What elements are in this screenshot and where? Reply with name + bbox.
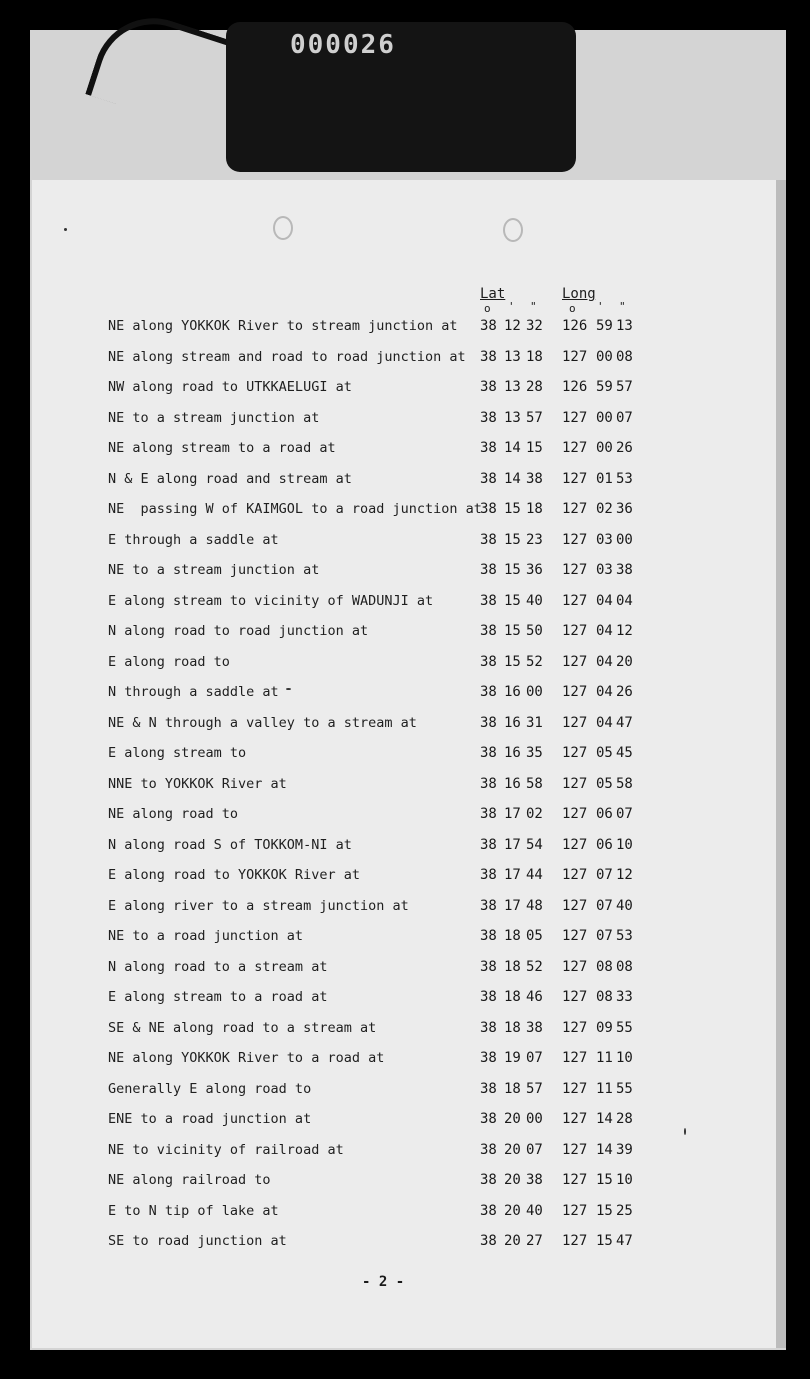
table-row: [108, 562, 668, 582]
long-deg: 127: [562, 410, 588, 426]
long-min: 04: [596, 623, 613, 639]
long-deg: 127: [562, 1081, 588, 1097]
long-sec: 40: [616, 898, 633, 914]
lat-sec: 05: [526, 928, 543, 944]
lat-sec: 54: [526, 837, 543, 853]
lat-deg: 38: [480, 684, 497, 700]
table-row: [108, 867, 668, 887]
long-sec: 58: [616, 776, 633, 792]
lat-deg: 38: [480, 959, 497, 975]
route-description: NE to a road junction at: [108, 928, 304, 944]
table-row: [108, 989, 668, 1009]
lat-deg: 38: [480, 1111, 497, 1127]
lat-sec: 15: [526, 440, 543, 456]
long-deg: 127: [562, 745, 588, 761]
lat-deg: 38: [480, 1020, 497, 1036]
long-deg: 127: [562, 501, 588, 517]
long-min: 00: [596, 440, 613, 456]
lat-deg: 38: [480, 806, 497, 822]
page-counter-clamp: [226, 22, 576, 172]
lat-min: 14: [504, 440, 521, 456]
table-row: [108, 1081, 668, 1101]
long-min: 15: [596, 1233, 613, 1249]
long-sec: 57: [616, 379, 633, 395]
long-deg: 127: [562, 593, 588, 609]
route-description: E along river to a stream junction at: [108, 898, 409, 914]
lat-min: 15: [504, 532, 521, 548]
route-description: NE along road to: [108, 806, 239, 822]
route-description: NNE to YOKKOK River at: [108, 776, 287, 792]
long-minute-symbol: ': [597, 300, 604, 313]
long-sec: 12: [616, 623, 633, 639]
long-deg: 127: [562, 928, 588, 944]
lat-sec: 58: [526, 776, 543, 792]
lat-sec: 00: [526, 1111, 543, 1127]
long-sec: 10: [616, 1050, 633, 1066]
table-row: [108, 837, 668, 857]
lat-deg: 38: [480, 440, 497, 456]
long-deg: 127: [562, 1233, 588, 1249]
long-sec: 53: [616, 928, 633, 944]
lat-min: 18: [504, 959, 521, 975]
table-row: [108, 1020, 668, 1040]
route-description: NE to vicinity of railroad at: [108, 1142, 344, 1158]
lat-deg: 38: [480, 623, 497, 639]
long-min: 08: [596, 959, 613, 975]
route-description: N along road S of TOKKOM-NI at: [108, 837, 352, 853]
long-min: 05: [596, 745, 613, 761]
lat-sec: 46: [526, 989, 543, 1005]
long-min: 03: [596, 562, 613, 578]
long-min: 09: [596, 1020, 613, 1036]
lat-deg: 38: [480, 715, 497, 731]
long-sec: 20: [616, 654, 633, 670]
lat-min: 17: [504, 898, 521, 914]
lat-deg: 38: [480, 1142, 497, 1158]
long-deg: 127: [562, 654, 588, 670]
table-row: [108, 959, 668, 979]
lat-deg: 38: [480, 1050, 497, 1066]
lat-deg: 38: [480, 501, 497, 517]
long-sec: 36: [616, 501, 633, 517]
lat-min: 17: [504, 806, 521, 822]
long-min: 59: [596, 379, 613, 395]
long-deg: 127: [562, 562, 588, 578]
route-description: NE along stream and road to road junction at: [108, 349, 466, 365]
long-deg: 127: [562, 1142, 588, 1158]
lat-sec: 00: [526, 684, 543, 700]
long-min: 07: [596, 867, 613, 883]
long-deg: 127: [562, 837, 588, 853]
punch-hole-right: [503, 218, 523, 242]
table-row: [108, 410, 668, 430]
lat-min: 16: [504, 684, 521, 700]
lat-min: 20: [504, 1172, 521, 1188]
table-row: [108, 806, 668, 826]
lat-degree-symbol: o: [484, 302, 491, 315]
lat-sec: 35: [526, 745, 543, 761]
lat-deg: 38: [480, 654, 497, 670]
lat-sec: 07: [526, 1050, 543, 1066]
long-min: 03: [596, 532, 613, 548]
long-deg: 127: [562, 1111, 588, 1127]
long-min: 02: [596, 501, 613, 517]
table-row: [108, 1142, 668, 1162]
table-row: [108, 776, 668, 796]
lat-sec: 31: [526, 715, 543, 731]
lat-deg: 38: [480, 410, 497, 426]
table-row: [108, 532, 668, 552]
route-description: NE to a stream junction at: [108, 410, 320, 426]
lat-deg: 38: [480, 318, 497, 334]
lat-sec: 57: [526, 1081, 543, 1097]
lat-deg: 38: [480, 989, 497, 1005]
lat-min: 15: [504, 654, 521, 670]
route-description: E along road to YOKKOK River at: [108, 867, 360, 883]
long-min: 14: [596, 1142, 613, 1158]
lat-min: 16: [504, 715, 521, 731]
table-row: [108, 623, 668, 643]
route-description: E along road to: [108, 654, 230, 670]
table-row: [108, 318, 668, 338]
long-sec: 45: [616, 745, 633, 761]
long-deg: 127: [562, 989, 588, 1005]
long-sec: 55: [616, 1081, 633, 1097]
long-deg: 127: [562, 471, 588, 487]
lat-min: 13: [504, 379, 521, 395]
long-min: 14: [596, 1111, 613, 1127]
route-description: N through a saddle at: [108, 684, 279, 700]
lat-deg: 38: [480, 1081, 497, 1097]
route-description: N & E along road and stream at: [108, 471, 352, 487]
long-sec: 55: [616, 1020, 633, 1036]
speck: [64, 228, 67, 231]
route-description: Generally E along road to: [108, 1081, 312, 1097]
pencil-mark: [286, 688, 291, 690]
route-description: NE to a stream junction at: [108, 562, 320, 578]
lat-second-symbol: ": [530, 300, 537, 313]
lat-min: 16: [504, 776, 521, 792]
lat-sec: 27: [526, 1233, 543, 1249]
route-description: N along road to a stream at: [108, 959, 328, 975]
table-row: [108, 1111, 668, 1131]
long-header: Long: [562, 286, 596, 302]
long-sec: 25: [616, 1203, 633, 1219]
long-min: 04: [596, 715, 613, 731]
long-sec: 10: [616, 1172, 633, 1188]
punch-hole-left: [273, 216, 293, 240]
lat-sec: 52: [526, 654, 543, 670]
lat-minute-symbol: ': [508, 300, 515, 313]
lat-sec: 02: [526, 806, 543, 822]
table-row: [108, 1203, 668, 1223]
route-description: NW along road to UTKKAELUGI at: [108, 379, 352, 395]
long-min: 04: [596, 593, 613, 609]
lat-min: 15: [504, 562, 521, 578]
long-min: 01: [596, 471, 613, 487]
table-row: [108, 349, 668, 369]
lat-sec: 52: [526, 959, 543, 975]
route-description: E along stream to: [108, 745, 247, 761]
lat-deg: 38: [480, 837, 497, 853]
lat-deg: 38: [480, 928, 497, 944]
lat-sec: 57: [526, 410, 543, 426]
long-sec: 07: [616, 806, 633, 822]
long-min: 05: [596, 776, 613, 792]
table-row: [108, 1050, 668, 1070]
long-min: 15: [596, 1203, 613, 1219]
lat-min: 12: [504, 318, 521, 334]
lat-deg: 38: [480, 867, 497, 883]
lat-min: 17: [504, 867, 521, 883]
lat-sec: 40: [526, 593, 543, 609]
route-description: SE & NE along road to a stream at: [108, 1020, 377, 1036]
long-min: 08: [596, 989, 613, 1005]
lat-sec: 28: [526, 379, 543, 395]
route-description: ENE to a road junction at: [108, 1111, 312, 1127]
long-sec: 26: [616, 440, 633, 456]
lat-sec: 44: [526, 867, 543, 883]
route-description: E to N tip of lake at: [108, 1203, 279, 1219]
lat-sec: 32: [526, 318, 543, 334]
lat-deg: 38: [480, 776, 497, 792]
long-deg: 126: [562, 379, 588, 395]
table-row: [108, 471, 668, 491]
long-min: 59: [596, 318, 613, 334]
table-row: [108, 593, 668, 613]
long-min: 00: [596, 410, 613, 426]
long-sec: 13: [616, 318, 633, 334]
lat-sec: 07: [526, 1142, 543, 1158]
lat-min: 13: [504, 349, 521, 365]
lat-deg: 38: [480, 745, 497, 761]
lat-min: 18: [504, 928, 521, 944]
long-sec: 47: [616, 715, 633, 731]
long-deg: 127: [562, 898, 588, 914]
long-sec: 08: [616, 959, 633, 975]
table-row: [108, 745, 668, 765]
long-deg: 127: [562, 440, 588, 456]
long-min: 11: [596, 1081, 613, 1097]
lat-deg: 38: [480, 379, 497, 395]
lat-deg: 38: [480, 349, 497, 365]
long-sec: 07: [616, 410, 633, 426]
long-sec: 10: [616, 837, 633, 853]
pencil-mark: [684, 1128, 686, 1135]
lat-deg: 38: [480, 1203, 497, 1219]
lat-min: 19: [504, 1050, 521, 1066]
long-deg: 127: [562, 776, 588, 792]
long-deg: 127: [562, 806, 588, 822]
route-description: NE along YOKKOK River to stream junction at: [108, 318, 458, 334]
lat-min: 18: [504, 989, 521, 1005]
long-sec: 26: [616, 684, 633, 700]
long-deg: 127: [562, 532, 588, 548]
table-row: [108, 898, 668, 918]
long-deg: 127: [562, 1050, 588, 1066]
lat-sec: 23: [526, 532, 543, 548]
lat-sec: 18: [526, 349, 543, 365]
lat-sec: 38: [526, 471, 543, 487]
long-deg: 127: [562, 623, 588, 639]
long-deg: 127: [562, 715, 588, 731]
long-sec: 12: [616, 867, 633, 883]
route-description: NE along stream to a road at: [108, 440, 336, 456]
lat-sec: 50: [526, 623, 543, 639]
lat-sec: 40: [526, 1203, 543, 1219]
long-sec: 33: [616, 989, 633, 1005]
lat-deg: 38: [480, 593, 497, 609]
table-row: [108, 928, 668, 948]
long-sec: 04: [616, 593, 633, 609]
table-row: [108, 379, 668, 399]
lat-min: 16: [504, 745, 521, 761]
long-min: 07: [596, 898, 613, 914]
route-description: NE passing W of KAIMGOL to a road junction at: [108, 501, 482, 517]
lat-min: 20: [504, 1142, 521, 1158]
long-min: 04: [596, 684, 613, 700]
route-description: E along stream to a road at: [108, 989, 328, 1005]
page-number: - 2 -: [362, 1274, 405, 1290]
table-row: [108, 715, 668, 735]
long-min: 00: [596, 349, 613, 365]
lat-sec: 38: [526, 1020, 543, 1036]
long-sec: 28: [616, 1111, 633, 1127]
table-row: [108, 440, 668, 460]
lat-deg: 38: [480, 1172, 497, 1188]
long-sec: 08: [616, 349, 633, 365]
long-min: 15: [596, 1172, 613, 1188]
long-min: 06: [596, 837, 613, 853]
lat-min: 20: [504, 1233, 521, 1249]
lat-min: 17: [504, 837, 521, 853]
route-description: NE along railroad to: [108, 1172, 271, 1188]
lat-min: 13: [504, 410, 521, 426]
long-deg: 127: [562, 349, 588, 365]
table-row: [108, 1233, 668, 1253]
lat-min: 14: [504, 471, 521, 487]
lat-min: 20: [504, 1111, 521, 1127]
frame-counter: 000026: [290, 30, 396, 60]
lat-min: 20: [504, 1203, 521, 1219]
long-second-symbol: ": [619, 300, 626, 313]
lat-deg: 38: [480, 562, 497, 578]
long-sec: 00: [616, 532, 633, 548]
lat-header: Lat: [480, 286, 506, 302]
table-row: [108, 684, 668, 704]
lat-min: 15: [504, 593, 521, 609]
route-description: NE & N through a valley to a stream at: [108, 715, 417, 731]
lat-min: 15: [504, 623, 521, 639]
route-description: E along stream to vicinity of WADUNJI at: [108, 593, 434, 609]
table-row: [108, 654, 668, 674]
lat-deg: 38: [480, 1233, 497, 1249]
lat-deg: 38: [480, 471, 497, 487]
route-description: E through a saddle at: [108, 532, 279, 548]
long-min: 07: [596, 928, 613, 944]
lat-min: 15: [504, 501, 521, 517]
long-deg: 126: [562, 318, 588, 334]
lat-sec: 48: [526, 898, 543, 914]
lat-deg: 38: [480, 898, 497, 914]
long-sec: 38: [616, 562, 633, 578]
lat-min: 18: [504, 1081, 521, 1097]
long-sec: 47: [616, 1233, 633, 1249]
lat-deg: 38: [480, 532, 497, 548]
long-sec: 53: [616, 471, 633, 487]
long-deg: 127: [562, 1020, 588, 1036]
lat-sec: 36: [526, 562, 543, 578]
long-degree-symbol: o: [569, 302, 576, 315]
table-row: [108, 501, 668, 521]
long-deg: 127: [562, 1203, 588, 1219]
long-deg: 127: [562, 1172, 588, 1188]
lat-min: 18: [504, 1020, 521, 1036]
route-description: N along road to road junction at: [108, 623, 369, 639]
long-deg: 127: [562, 684, 588, 700]
long-deg: 127: [562, 959, 588, 975]
table-row: [108, 1172, 668, 1192]
lat-sec: 18: [526, 501, 543, 517]
route-description: NE along YOKKOK River to a road at: [108, 1050, 385, 1066]
lat-sec: 38: [526, 1172, 543, 1188]
long-min: 11: [596, 1050, 613, 1066]
long-sec: 39: [616, 1142, 633, 1158]
long-min: 04: [596, 654, 613, 670]
long-min: 06: [596, 806, 613, 822]
route-description: SE to road junction at: [108, 1233, 287, 1249]
long-deg: 127: [562, 867, 588, 883]
